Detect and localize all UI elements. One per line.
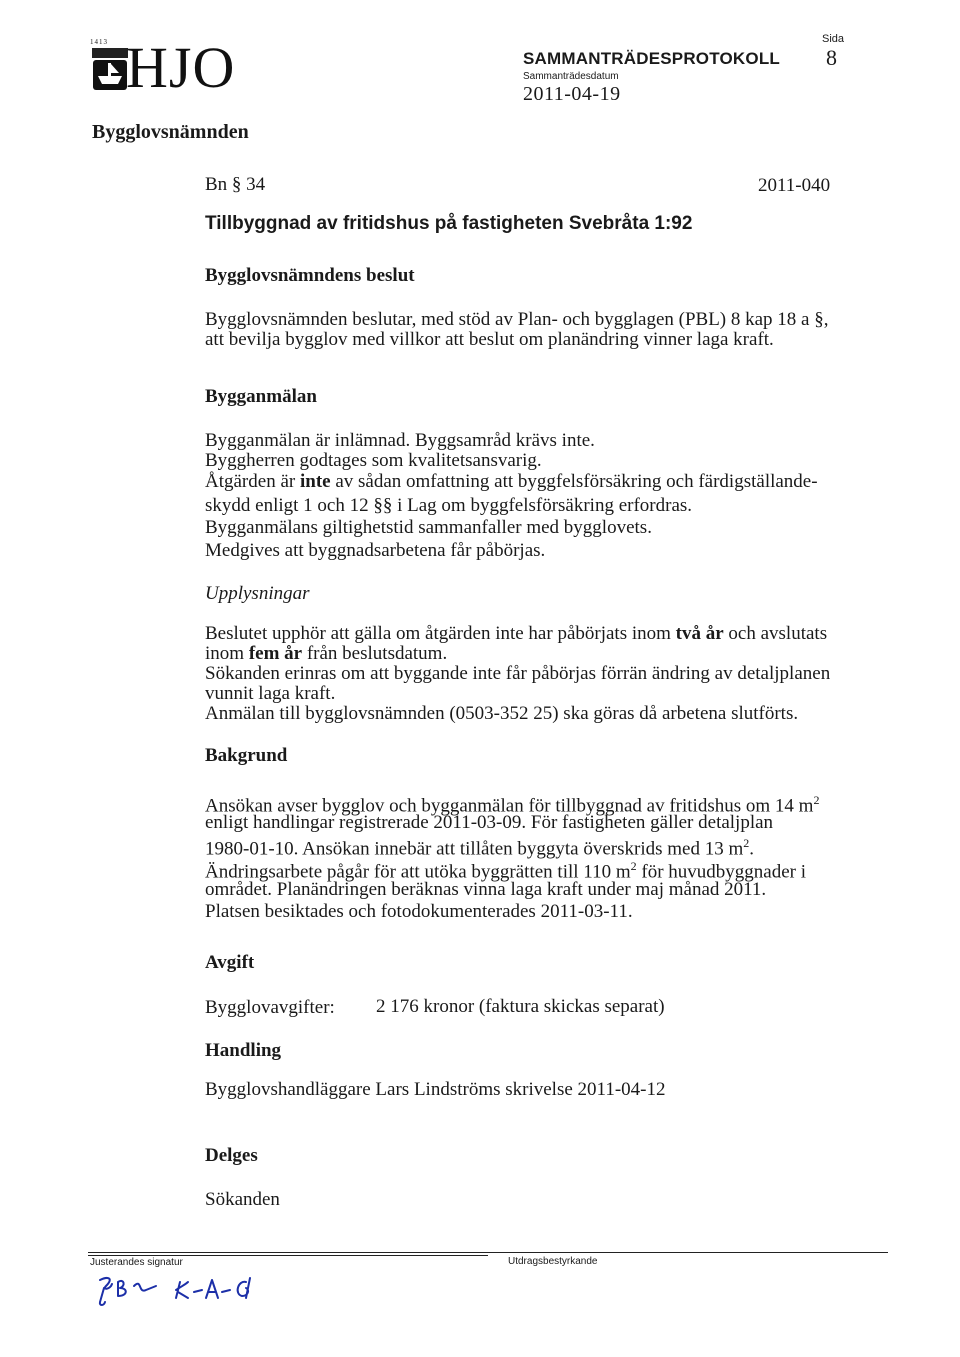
upplysningar-line-5: Anmälan till bygglovsnämnden (0503-352 25) ska göras då arbetena slutförts.: [205, 703, 799, 724]
decision-line-1: Bygglovsnämnden beslutar, med stöd av Plan- och bygglagen (PBL) 8 kap 18 a §,: [205, 309, 829, 330]
document-type: SAMMANTRÄDESPROTOKOLL: [523, 49, 780, 68]
committee-name: Bygglovsnämnden: [92, 121, 249, 143]
bygganmalan-line-2: Byggherren godtages som kvalitetsansvarig.: [205, 450, 542, 471]
handling-heading: Handling: [205, 1040, 282, 1061]
logo-wordmark: HJO: [126, 35, 236, 100]
meeting-date-label: Sammanträdesdatum: [523, 71, 619, 82]
decision-line-2: att bevilja bygglov med villkor att beslut om planändring vinner laga kraft.: [205, 329, 774, 350]
avgift-heading: Avgift: [205, 952, 255, 973]
emphasis-inte: inte: [299, 471, 331, 492]
bygganmalan-line-1: Bygganmälan är inlämnad. Byggsamråd krävs inte.: [205, 430, 595, 451]
upplysningar-heading: Upplysningar: [205, 583, 310, 604]
decision-heading: Bygglovsnämndens beslut: [205, 265, 415, 286]
bakgrund-line-2: enligt handlingar registrerade 2011-03-09. För fastigheten gäller detaljplan: [205, 812, 774, 833]
page-number: 8: [826, 45, 837, 70]
delges-text: Sökanden: [205, 1189, 280, 1210]
bakgrund-line-4: Ändringsarbete pågår för att utöka byggrätten till 110 $m^2$ för huvudbyggnader i: [205, 859, 807, 883]
signature-label: Justerandes signatur: [90, 1257, 183, 1268]
upplysningar-line-2: inom fem år från beslutsdatum.: [205, 643, 448, 664]
avgift-value: 2 176 kronor (faktura skickas separat): [376, 996, 665, 1017]
footer-divider-left: [88, 1255, 488, 1256]
ship-crest-icon: [90, 46, 130, 94]
bakgrund-line-1: Ansökan avser bygglov och bygganmälan för tillbyggnad av fritidshus om 14 $m^2$: [205, 793, 820, 817]
bygganmalan-line-3: Åtgärden är inte av sådan omfattning att byggfelsförsäkring och färdigställande-: [205, 471, 818, 492]
paragraph-number: Bn § 34: [205, 174, 266, 195]
delges-heading: Delges: [205, 1145, 258, 1166]
handling-text: Bygglovshandläggare Lars Lindströms skrivelse 2011-04-12: [205, 1079, 666, 1100]
meeting-date: 2011-04-19: [523, 83, 621, 105]
bygganmalan-line-5: Bygganmälans giltighetstid sammanfaller med bygglovets.: [205, 517, 652, 538]
signature-initials-icon: [90, 1268, 270, 1314]
bakgrund-line-5: området. Planändringen beräknas vinna laga kraft under maj månad 2011.: [205, 879, 767, 900]
bakgrund-line-6: Platsen besiktades och fotodokumenterades 2011-03-11.: [205, 901, 633, 922]
logo-shield-text: 1413: [90, 38, 108, 46]
bakgrund-line-3: 1980-01-10. Ansökan innebär att tillåten byggyta överskrids med 13 $m^2$.: [205, 836, 754, 860]
case-title: Tillbyggnad av fritidshus på fastigheten Svebråta 1:92: [205, 213, 693, 234]
upplysningar-line-3: Sökanden erinras om att byggande inte får påbörjas förrän ändring av detaljplanen: [205, 663, 831, 684]
page-label: Sida: [822, 33, 845, 45]
upplysningar-line-1: Beslutet upphör att gälla om åtgärden inte har påbörjats inom två år och avslutats: [205, 623, 828, 644]
bygganmalan-heading: Bygganmälan: [205, 386, 317, 407]
footer-divider: [88, 1252, 888, 1253]
avgift-label: Bygglovavgifter:: [205, 997, 335, 1018]
case-number: 2011-040: [758, 175, 831, 196]
bygganmalan-line-4: skydd enligt 1 och 12 §§ i Lag om byggfelsförsäkring erfordras.: [205, 495, 693, 516]
extract-certification-label: Utdragsbestyrkande: [508, 1256, 598, 1267]
bakgrund-heading: Bakgrund: [205, 745, 288, 766]
municipality-logo: [90, 46, 130, 94]
upplysningar-line-4: vunnit laga kraft.: [205, 683, 336, 704]
handwritten-signature: [90, 1268, 270, 1314]
bygganmalan-line-6: Medgives att byggnadsarbetena får påbörjas.: [205, 540, 546, 561]
